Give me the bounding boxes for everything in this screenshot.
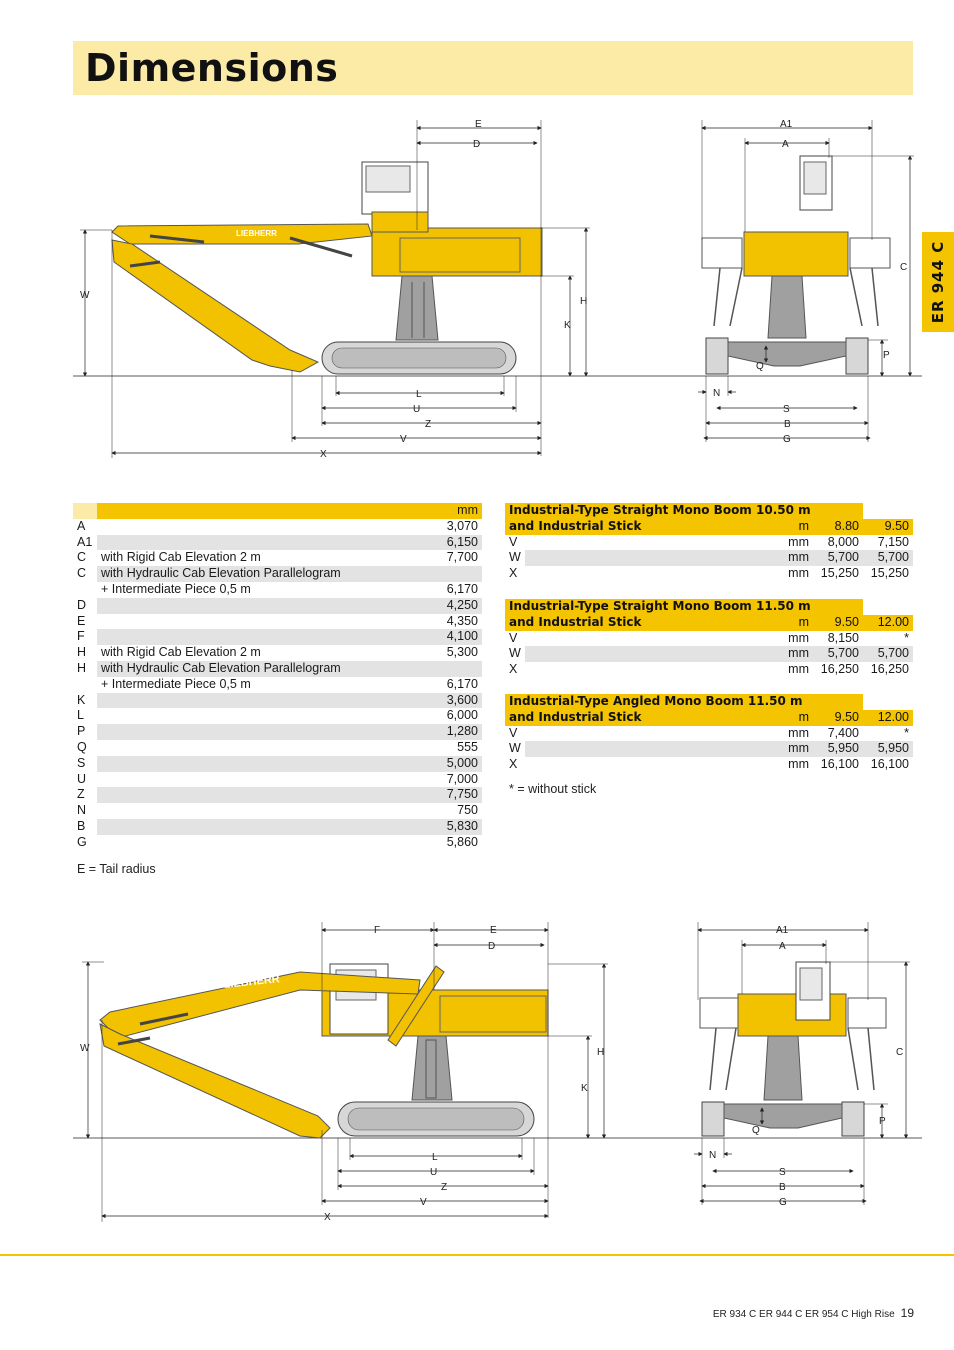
dimension-value: 5,830 <box>414 819 482 835</box>
dimension-value: 5,860 <box>414 835 482 851</box>
dimension-row <box>73 787 482 803</box>
dimension-desc <box>97 629 414 645</box>
dim-label-h-bottom: H <box>597 1047 605 1058</box>
dimension-desc: + Intermediate Piece 0,5 m <box>97 677 414 693</box>
boom-row-unit: mm <box>763 646 813 662</box>
dimension-code: A1 <box>73 535 97 551</box>
boom-row-code: V <box>509 534 518 549</box>
dim-label-a1-bottom: A1 <box>776 925 789 936</box>
dimension-row <box>73 708 482 724</box>
boom-row-unit: mm <box>763 566 813 582</box>
dimension-desc <box>97 787 414 803</box>
dim-label-g-bottom: G <box>779 1197 787 1208</box>
dimension-desc: with Hydraulic Cab Elevation Parallelogram <box>97 661 414 677</box>
boom-col-2: 12.00 <box>863 710 913 726</box>
boom-row-value-2: 16,100 <box>863 757 913 773</box>
dimension-code: C <box>73 566 97 582</box>
boom-title-line1: Industrial-Type Angled Mono Boom 11.50 m <box>505 694 863 710</box>
dimension-desc: with Rigid Cab Elevation 2 m <box>97 645 414 661</box>
dim-label-k: K <box>564 320 571 331</box>
front-view-top <box>698 119 914 445</box>
dimension-desc <box>97 724 414 740</box>
boom-row-value-2: 5,950 <box>863 741 913 757</box>
dimension-desc: with Hydraulic Cab Elevation Parallelogram <box>97 566 414 582</box>
dim-label-a1: A1 <box>780 119 793 130</box>
boom-table <box>505 599 913 678</box>
dim-label-u: U <box>413 404 421 415</box>
dim-label-n-bottom: N <box>709 1150 717 1161</box>
boom-col-unit: m <box>763 710 813 726</box>
boom-row-unit: mm <box>763 726 813 742</box>
dimension-code: L <box>73 708 97 724</box>
dimension-code: P <box>73 724 97 740</box>
boom-row-spacer <box>525 646 763 662</box>
boom-table <box>505 503 913 582</box>
tail-radius-note: E = Tail radius <box>77 862 156 876</box>
dimension-code: S <box>73 756 97 772</box>
dimension-desc <box>97 803 414 819</box>
dimension-row <box>73 519 482 535</box>
dimension-code: F <box>73 629 97 645</box>
dimension-row <box>73 661 482 677</box>
dimension-value: 750 <box>414 803 482 819</box>
dimension-row <box>73 629 482 645</box>
dimension-code: C <box>73 550 97 566</box>
dimension-row <box>73 535 482 551</box>
boom-table-subtitle <box>505 710 913 726</box>
dim-label-q: Q <box>756 361 764 372</box>
boom-row-spacer <box>525 535 763 551</box>
boom-row-value-2: * <box>863 631 913 647</box>
boom-row-spacer <box>525 726 763 742</box>
dim-label-e: E <box>475 119 482 130</box>
boom-row <box>505 726 913 742</box>
boom-row-code: X <box>509 566 518 581</box>
dimension-code: G <box>73 835 97 851</box>
dimension-value: 555 <box>414 740 482 756</box>
boom-row-value-1: 8,000 <box>813 535 863 551</box>
dimension-row <box>73 566 482 582</box>
dimension-value: 4,350 <box>414 614 482 630</box>
boom-title-line2: and Industrial Stick <box>505 519 763 535</box>
dim-label-w: W <box>80 290 90 301</box>
boom-col-1: 9.50 <box>813 615 863 631</box>
dim-label-c: C <box>900 262 908 273</box>
dim-label-s-bottom: S <box>779 1167 786 1178</box>
boom-table-title <box>505 503 913 519</box>
boom-col-unit: m <box>763 519 813 535</box>
dim-label-b-bottom: B <box>779 1182 786 1193</box>
dim-label-p-bottom: P <box>879 1116 886 1127</box>
boom-row-value-1: 16,250 <box>813 662 863 678</box>
boom-row-value-2: 5,700 <box>863 646 913 662</box>
boom-row <box>505 741 913 757</box>
boom-col-2: 12.00 <box>863 615 913 631</box>
dimension-code: K <box>73 693 97 709</box>
dim-label-b: B <box>784 419 791 430</box>
dim-label-g: G <box>783 434 791 445</box>
boom-title-line1: Industrial-Type Straight Mono Boom 11.50 m <box>505 599 863 615</box>
dimension-value <box>414 661 482 677</box>
boom-col-1: 9.50 <box>813 710 863 726</box>
boom-row-unit: mm <box>763 662 813 678</box>
dimension-code: B <box>73 819 97 835</box>
boom-row-code: V <box>509 630 518 645</box>
boom-row-value-1: 16,100 <box>813 757 863 773</box>
boom-col-unit: m <box>763 615 813 631</box>
boom-row-unit: mm <box>763 757 813 773</box>
dimension-code: Q <box>73 740 97 756</box>
boom-title-line2: and Industrial Stick <box>505 615 763 631</box>
dim-label-d: D <box>473 139 481 150</box>
dimension-row <box>73 772 482 788</box>
dimension-value: 5,000 <box>414 756 482 772</box>
boom-row-code: W <box>509 550 521 565</box>
dim-label-s: S <box>783 404 790 415</box>
dim-label-a-bottom: A <box>779 941 786 952</box>
dimension-row <box>73 582 482 598</box>
dim-label-x: X <box>320 449 327 460</box>
boom-title-line1: Industrial-Type Straight Mono Boom 10.50 m <box>505 503 863 519</box>
boom-row <box>505 662 913 678</box>
dim-label-c-bottom: C <box>896 1047 904 1058</box>
dim-label-n: N <box>713 388 721 399</box>
dim-label-k-bottom: K <box>581 1083 588 1094</box>
page-number: 19 <box>900 1306 914 1320</box>
dimension-desc <box>97 740 414 756</box>
boom-table-subtitle <box>505 615 913 631</box>
dim-label-l-bottom: L <box>432 1152 438 1163</box>
dimension-row <box>73 645 482 661</box>
dim-label-f: F <box>374 925 381 936</box>
dim-label-q-bottom: Q <box>752 1125 760 1136</box>
dimension-desc <box>97 519 414 535</box>
dimension-row <box>73 803 482 819</box>
boom-row-unit: mm <box>763 741 813 757</box>
boom-row-value-2: 15,250 <box>863 566 913 582</box>
brand-logo-bottom: LIEBHERR <box>223 973 281 991</box>
dimension-code: Z <box>73 787 97 803</box>
side-tab-label: ER 944 C <box>929 240 947 324</box>
unit-header: mm <box>414 503 482 519</box>
boom-table-subtitle <box>505 519 913 535</box>
dimension-row <box>73 598 482 614</box>
page-title: Dimensions <box>85 46 339 90</box>
boom-row-value-1: 15,250 <box>813 566 863 582</box>
boom-row-spacer <box>525 550 763 566</box>
dim-label-v: V <box>400 434 407 445</box>
dimension-code <box>73 582 97 598</box>
dimension-desc <box>97 819 414 835</box>
boom-row <box>505 535 913 551</box>
boom-row <box>505 550 913 566</box>
dimension-row <box>73 724 482 740</box>
dimension-value: 4,100 <box>414 629 482 645</box>
dimension-row <box>73 740 482 756</box>
without-stick-note: * = without stick <box>509 782 597 796</box>
dim-label-e-bottom: E <box>490 925 497 936</box>
boom-row-value-2: 7,150 <box>863 535 913 551</box>
dimension-value: 6,150 <box>414 535 482 551</box>
dimension-desc <box>97 614 414 630</box>
boom-row-spacer <box>525 741 763 757</box>
boom-row-value-2: 5,700 <box>863 550 913 566</box>
dimension-row <box>73 693 482 709</box>
dimension-table <box>73 503 482 851</box>
boom-row-unit: mm <box>763 535 813 551</box>
dimension-code: H <box>73 661 97 677</box>
dim-label-h: H <box>580 296 588 307</box>
boom-row-unit: mm <box>763 631 813 647</box>
brand-logo-top: LIEBHERR <box>236 229 277 238</box>
boom-row-code: X <box>509 757 518 772</box>
dimension-value: 3,600 <box>414 693 482 709</box>
boom-row <box>505 757 913 773</box>
dimension-desc: + Intermediate Piece 0,5 m <box>97 582 414 598</box>
boom-row-value-1: 5,700 <box>813 646 863 662</box>
dimension-code: D <box>73 598 97 614</box>
dim-label-z-bottom: Z <box>441 1182 448 1193</box>
boom-row-value-1: 5,950 <box>813 741 863 757</box>
boom-row-code: W <box>509 741 521 756</box>
dimension-row <box>73 614 482 630</box>
boom-row-spacer <box>525 631 763 647</box>
boom-row <box>505 631 913 647</box>
boom-row-value-1: 8,150 <box>813 631 863 647</box>
dimension-row <box>73 677 482 693</box>
dimension-value <box>414 566 482 582</box>
dimension-row <box>73 756 482 772</box>
boom-row-code: X <box>509 662 518 677</box>
dimension-value: 7,750 <box>414 787 482 803</box>
dimension-table-header <box>73 503 482 519</box>
dimension-code: N <box>73 803 97 819</box>
boom-table-title <box>505 599 913 615</box>
dimension-desc <box>97 756 414 772</box>
dimension-desc <box>97 598 414 614</box>
boom-row-spacer <box>525 566 763 582</box>
dimension-code: U <box>73 772 97 788</box>
dimension-code <box>73 677 97 693</box>
boom-table-title <box>505 694 913 710</box>
dimension-value: 6,000 <box>414 708 482 724</box>
footer <box>713 1306 914 1320</box>
boom-row-unit: mm <box>763 550 813 566</box>
front-view-bottom <box>694 922 910 1208</box>
dimension-code: E <box>73 614 97 630</box>
dimension-row <box>73 550 482 566</box>
dim-label-p: P <box>883 350 890 361</box>
dim-label-a: A <box>782 139 789 150</box>
dimension-desc <box>97 772 414 788</box>
dim-label-x-bottom: X <box>324 1212 331 1223</box>
dim-label-v-bottom: V <box>420 1197 427 1208</box>
dimension-desc <box>97 535 414 551</box>
boom-col-1: 8.80 <box>813 519 863 535</box>
dim-label-u-bottom: U <box>430 1167 438 1178</box>
boom-title-line2: and Industrial Stick <box>505 710 763 726</box>
dimension-row <box>73 819 482 835</box>
footer-models: ER 934 C ER 944 C ER 954 C High Rise <box>712 1309 895 1320</box>
dimension-value: 6,170 <box>414 582 482 598</box>
boom-row-code: W <box>509 646 521 661</box>
dimension-desc <box>97 835 414 851</box>
dimension-desc <box>97 708 414 724</box>
boom-row-value-2: 16,250 <box>863 662 913 678</box>
dimension-value: 5,300 <box>414 645 482 661</box>
boom-row <box>505 566 913 582</box>
boom-row-spacer <box>525 757 763 773</box>
boom-col-2: 9.50 <box>863 519 913 535</box>
boom-row-value-1: 5,700 <box>813 550 863 566</box>
dim-label-d-bottom: D <box>488 941 496 952</box>
dimension-row <box>73 835 482 851</box>
boom-row-value-1: 7,400 <box>813 726 863 742</box>
dimension-code: H <box>73 645 97 661</box>
dimension-desc <box>97 693 414 709</box>
boom-row-spacer <box>525 662 763 678</box>
dimension-value: 3,070 <box>414 519 482 535</box>
dimension-value: 6,170 <box>414 677 482 693</box>
boom-row <box>505 646 913 662</box>
dimension-desc: with Rigid Cab Elevation 2 m <box>97 550 414 566</box>
dimension-value: 4,250 <box>414 598 482 614</box>
dimension-code: A <box>73 519 97 535</box>
dim-label-l: L <box>416 389 422 400</box>
dimension-value: 7,700 <box>414 550 482 566</box>
footer-rule <box>0 1254 954 1256</box>
boom-table <box>505 694 913 773</box>
dim-label-w-bottom: W <box>80 1043 90 1054</box>
dimension-value: 7,000 <box>414 772 482 788</box>
boom-row-value-2: * <box>863 726 913 742</box>
boom-row-code: V <box>509 725 518 740</box>
dimension-value: 1,280 <box>414 724 482 740</box>
dim-label-z: Z <box>425 419 432 430</box>
